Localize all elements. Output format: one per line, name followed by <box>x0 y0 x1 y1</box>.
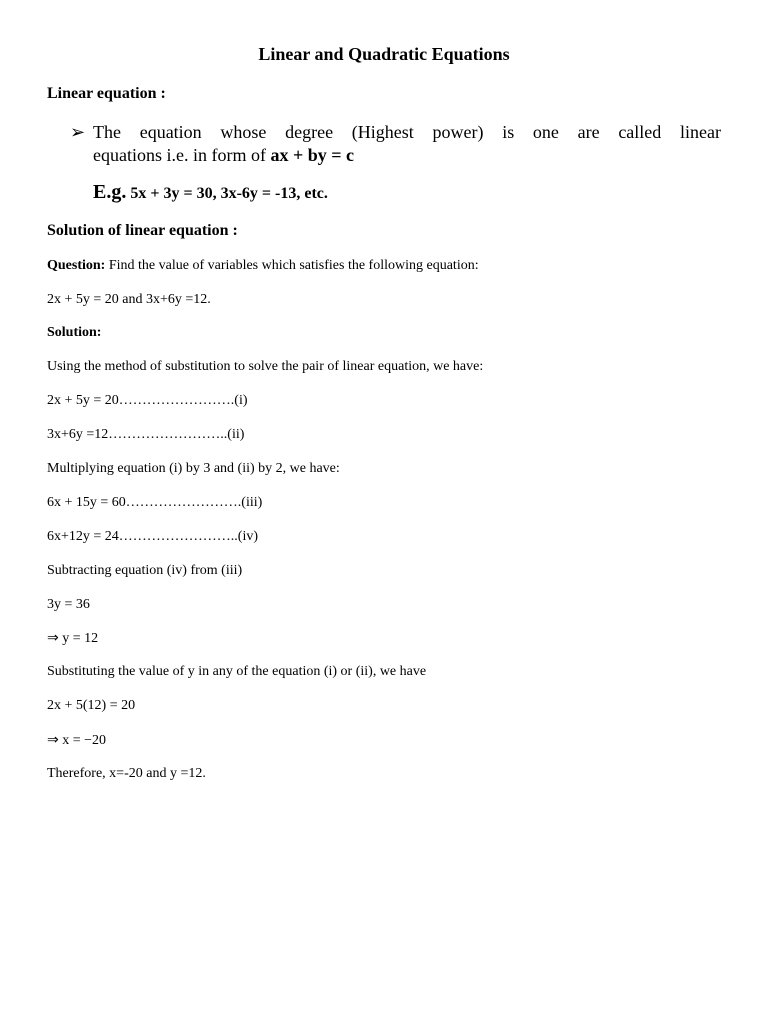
given-equations: 2x + 5y = 20 and 3x+6y =12. <box>47 292 211 307</box>
heading-solution: Solution of linear equation : <box>47 222 238 239</box>
definition-line-2-text: equations i.e. in form of <box>93 145 271 165</box>
conclusion-line: Therefore, x=-20 and y =12. <box>47 766 206 781</box>
solution-line: Subtracting equation (iv) from (iii) <box>47 563 243 578</box>
question-text: Find the value of variables which satisfies the following equation: <box>105 258 479 273</box>
question-label: Question: <box>47 258 106 273</box>
solution-label <box>47 325 101 341</box>
solution-line: 6x+12y = 24……………………..(iv) <box>47 529 259 544</box>
heading-linear-equation: Linear equation : <box>47 85 166 102</box>
example-text: 5x + 3y = 30, 3x-6y = -13, etc. <box>126 185 328 202</box>
example-line <box>93 181 328 204</box>
page-title: Linear and Quadratic Equations <box>258 44 510 64</box>
solution-line: 3x+6y =12……………………..(ii) <box>47 427 245 442</box>
solution-line: Multiplying equation (i) by 3 and (ii) by 2, we have: <box>47 461 340 476</box>
definition-line-2 <box>93 144 721 167</box>
solution-line: Substituting the value of y in any of the equation (i) or (ii), we have <box>47 664 427 679</box>
solution-line: 2x + 5y = 20…………………….(i) <box>47 393 248 408</box>
solution-line: 6x + 15y = 60…………………….(iii) <box>47 495 263 510</box>
question-line <box>47 258 479 274</box>
arrow-bullet-icon: ➢ <box>70 122 86 142</box>
solution-line: 2x + 5(12) = 20 <box>47 698 136 713</box>
solution-line: 3y = 36 <box>47 597 90 612</box>
solution-line: ⇒ x = −20 <box>47 733 107 748</box>
example-label: E.g. <box>93 181 127 203</box>
definition-bullet <box>70 121 721 167</box>
solution-label-text: Solution: <box>47 325 102 340</box>
solution-line: ⇒ y = 12 <box>47 631 99 646</box>
definition-line-1: The equation whose degree (Highest power) is one are called linear <box>93 122 721 142</box>
definition-formula: ax + by = c <box>270 145 354 165</box>
solution-line: Using the method of substitution to solve the pair of linear equation, we have: <box>47 359 484 374</box>
